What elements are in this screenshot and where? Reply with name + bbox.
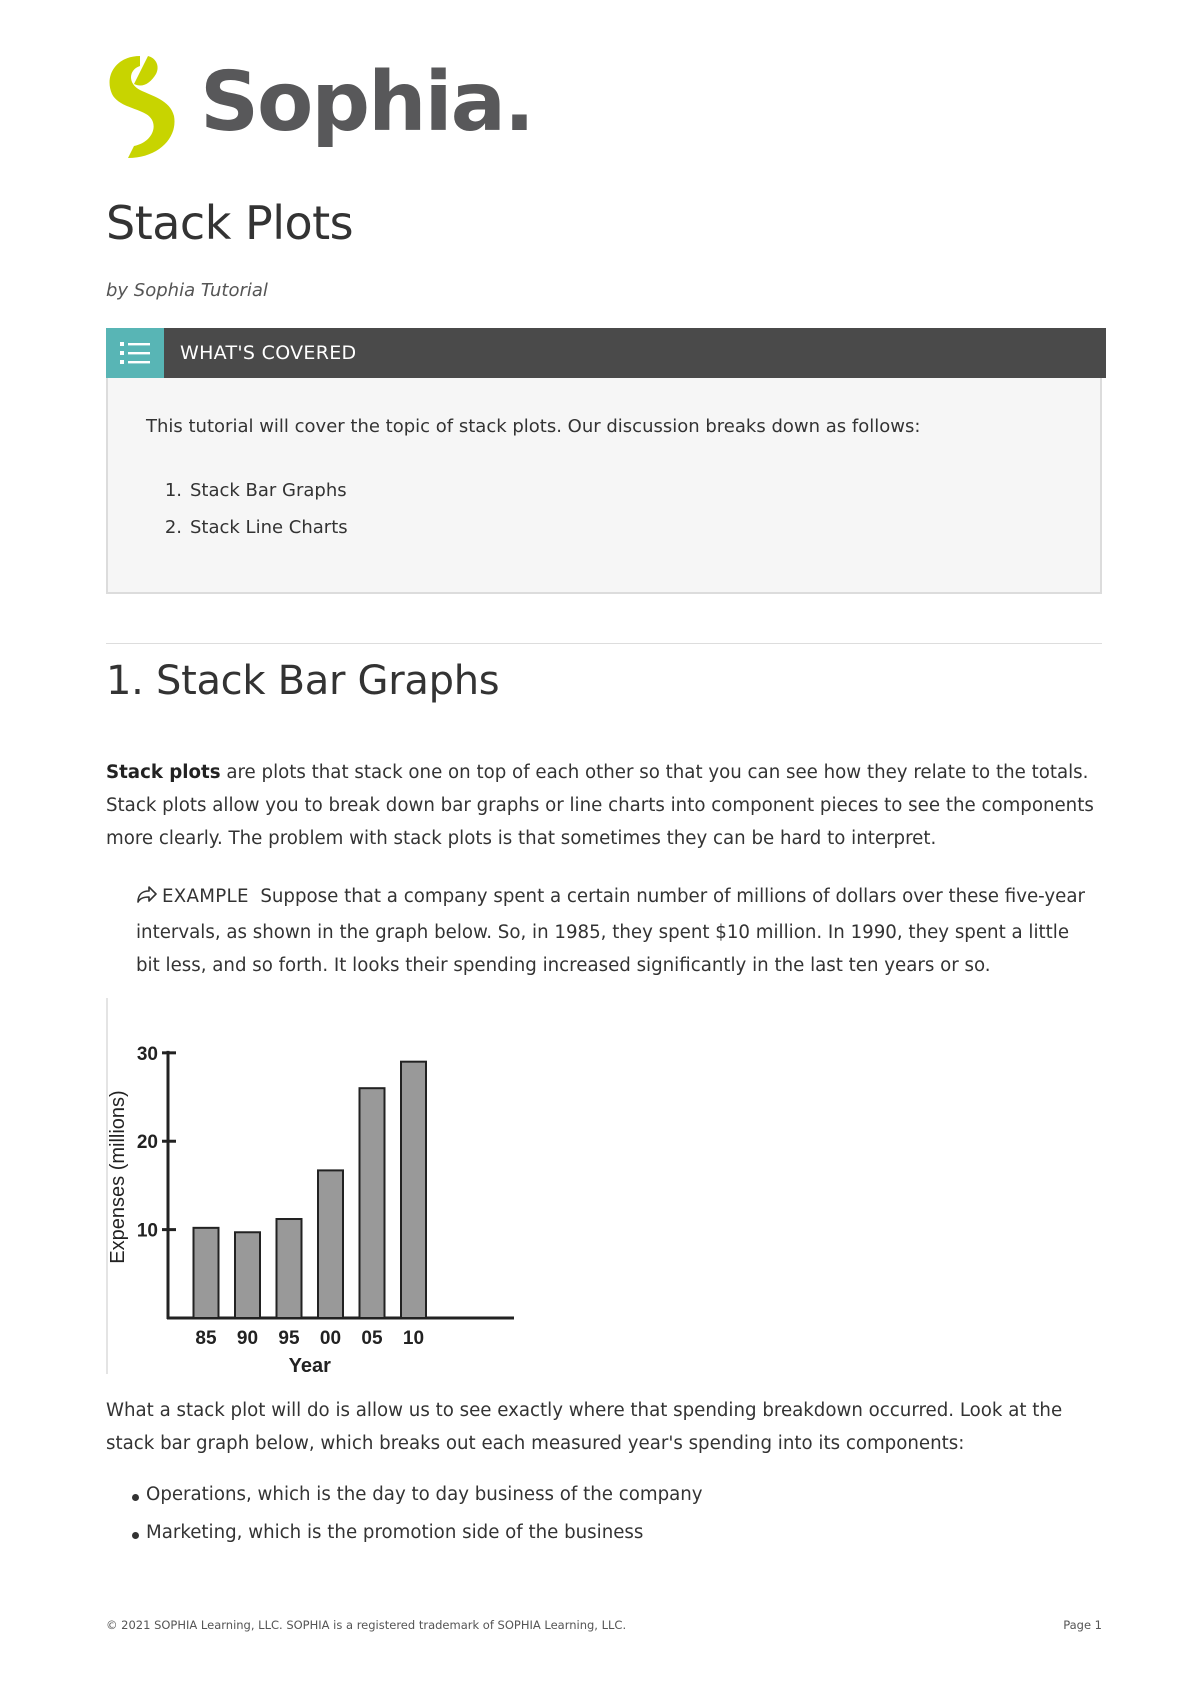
x-tick-label: 05 — [361, 1328, 383, 1349]
bar-85 — [194, 1228, 219, 1318]
bar-chart-svg — [106, 998, 526, 1374]
whats-covered-box — [106, 328, 1102, 594]
term-stack-plots: Stack plots — [106, 762, 221, 783]
sophia-logo — [104, 54, 533, 158]
byline: by Sophia Tutorial — [106, 280, 268, 301]
x-axis-label: Year — [288, 1355, 331, 1374]
whats-covered-label: WHAT'S COVERED — [180, 342, 357, 364]
footer-copyright: © 2021 SOPHIA Learning, LLC. SOPHIA is a registered trademark of SOPHIA Learning, LLC. — [106, 1618, 627, 1632]
component-list — [146, 1484, 703, 1560]
y-tick-label: 20 — [136, 1132, 158, 1154]
list-item: Operations, which is the day to day business of the company — [146, 1484, 703, 1522]
bullet-icon — [132, 1494, 139, 1501]
page-title: Stack Plots — [106, 196, 354, 250]
whats-covered-intro: This tutorial will cover the topic of stack plots. Our discussion breaks down as follows: — [146, 416, 921, 437]
x-tick-label: 95 — [278, 1328, 300, 1349]
intro-paragraph: Stack plots are plots that stack one on top of each other so that you can see how they relate to the totals. Stack plots allow you to break down bar graphs or line charts into component pieces to see the components more clearly. The problem with stack plots is that sometimes they can be hard to interpret. — [106, 762, 1094, 849]
stack-plot-paragraph: What a stack plot will do is allow us to see exactly where that spending breakdown occurred. Look at the stack bar graph below, which breaks out each measured year's spending into its components: — [106, 1400, 1063, 1454]
x-tick-label: 85 — [195, 1328, 217, 1349]
section-divider — [106, 643, 1102, 644]
x-tick-label: 10 — [402, 1328, 425, 1349]
footer-page-number: Page 1 — [1063, 1618, 1102, 1632]
whats-covered-list — [146, 480, 348, 554]
section-heading: 1. Stack Bar Graphs — [106, 658, 500, 704]
y-tick-label: 10 — [136, 1220, 158, 1242]
list-item: Marketing, which is the promotion side of the business — [146, 1522, 703, 1560]
list-item: 2. Stack Line Charts — [164, 517, 348, 538]
example-tag: EXAMPLE — [162, 886, 249, 907]
logo-text: Sophia. — [200, 55, 534, 150]
x-tick-label: 00 — [319, 1328, 342, 1349]
list-icon — [106, 328, 164, 378]
bullet-icon — [132, 1532, 139, 1539]
example-text: Suppose that a company spent a certain number of millions of dollars over these five-year intervals, as shown in the graph below. So, in 1985, they spent $10 million. In 1990, they spent a little bit less, and so forth. It looks their spending increased significantly in the last ten years or so. — [136, 886, 1085, 976]
x-tick-label: 90 — [236, 1328, 259, 1349]
y-axis-label: Expenses (millions) — [107, 1090, 129, 1264]
y-tick-label: 30 — [136, 1043, 158, 1065]
whats-covered-header — [106, 328, 1106, 378]
bar-95 — [277, 1219, 302, 1318]
bar-00 — [318, 1170, 343, 1318]
bar-05 — [360, 1088, 385, 1318]
example-arrow-icon — [136, 883, 158, 916]
expenses-bar-chart — [106, 998, 526, 1374]
sophia-logo-mark-icon — [104, 54, 178, 158]
bar-90 — [235, 1232, 260, 1318]
example-block — [136, 880, 1096, 982]
bar-10 — [401, 1062, 426, 1318]
list-item: 1. Stack Bar Graphs — [164, 480, 347, 501]
